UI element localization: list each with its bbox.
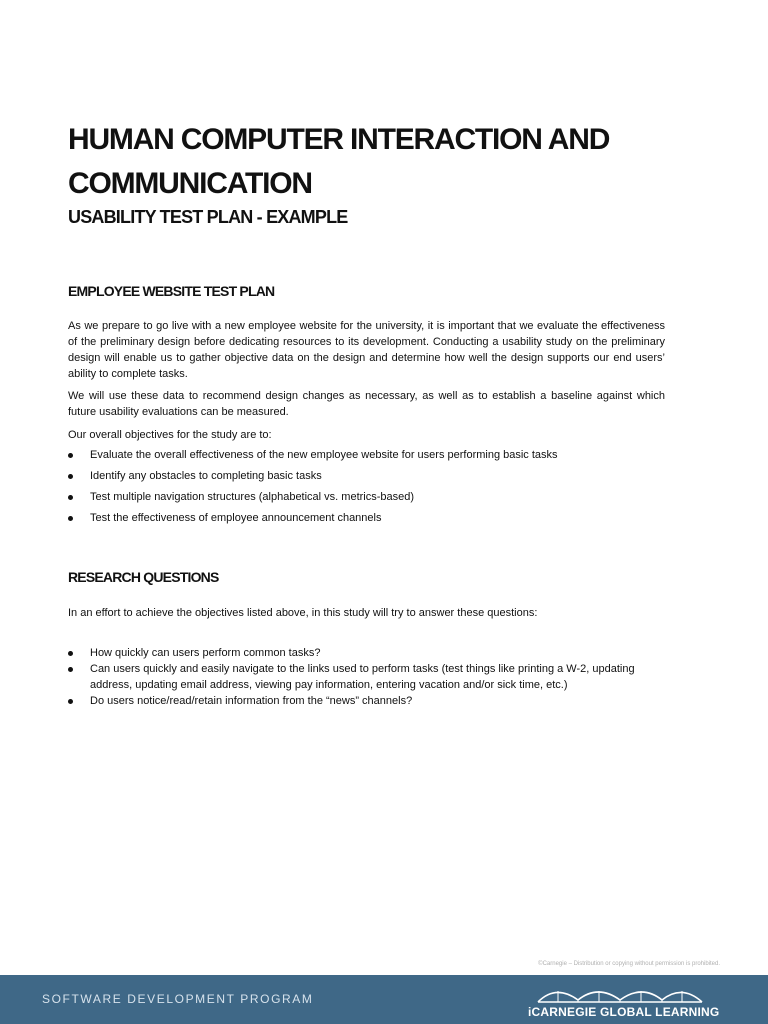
objectives-intro: Our overall objectives for the study are to:: [68, 429, 272, 441]
list-item-text: How quickly can users perform common tasks?: [90, 647, 321, 659]
list-item: [68, 489, 414, 505]
page-title: HUMAN COMPUTER INTERACTION AND COMMUNICATION: [68, 123, 610, 200]
research-intro: In an effort to achieve the objectives listed above, in this study will try to answer these questions:: [68, 607, 538, 619]
bullet-icon: [68, 516, 73, 521]
list-item-text: Test the effectiveness of employee announcement channels: [90, 512, 382, 524]
list-item: [68, 447, 558, 463]
page-subtitle: USABILITY TEST PLAN - EXAMPLE: [68, 207, 348, 227]
bullet-icon: [68, 474, 73, 479]
program-name: SOFTWARE DEVELOPMENT PROGRAM: [42, 992, 314, 1006]
list-item-text: Evaluate the overall effectiveness of the new employee website for users performing basic tasks: [90, 449, 558, 461]
bullet-icon: [68, 453, 73, 458]
intro-paragraph: As we prepare to go live with a new employee website for the university, it is important that we evaluate the effectiveness of the preliminary design before dedicating resources to its development. Conducting a usability study on the preliminary design will enable us to gather objective data on the design and determine how well the design supports our end users’ ability to complete tasks.: [68, 320, 665, 380]
list-item: [68, 510, 381, 526]
list-item: [68, 693, 668, 709]
bullet-icon: [68, 651, 73, 656]
copyright-notice: ©Carnegie – Distribution or copying without permission is prohibited.: [538, 961, 720, 967]
brand-logo: [528, 982, 720, 1022]
logo-text: iCARNEGIE GLOBAL LEARNING: [528, 1005, 720, 1019]
section-heading-research-questions: RESEARCH QUESTIONS: [68, 569, 219, 585]
bridge-logo-icon: [536, 982, 704, 1004]
list-item: [68, 661, 668, 693]
baseline-paragraph: We will use these data to recommend design changes as necessary, as well as to establish a baseline against which future usability evaluations can be measured.: [68, 390, 665, 418]
list-item-text: Can users quickly and easily navigate to the links used to perform tasks (test things like printing a W-2, updating address, updating email address, viewing pay information, entering vacation and/or sick time, etc.): [90, 663, 635, 691]
bullet-icon: [68, 667, 73, 672]
footer-bar: [0, 975, 768, 1024]
section-heading-test-plan: EMPLOYEE WEBSITE TEST PLAN: [68, 283, 275, 299]
list-item: [68, 468, 322, 484]
bullet-icon: [68, 699, 73, 704]
list-item: [68, 645, 668, 661]
list-item-text: Identify any obstacles to completing basic tasks: [90, 470, 322, 482]
list-item-text: Test multiple navigation structures (alphabetical vs. metrics-based): [90, 491, 415, 503]
bullet-icon: [68, 495, 73, 500]
list-item-text: Do users notice/read/retain information from the “news” channels?: [90, 695, 413, 707]
